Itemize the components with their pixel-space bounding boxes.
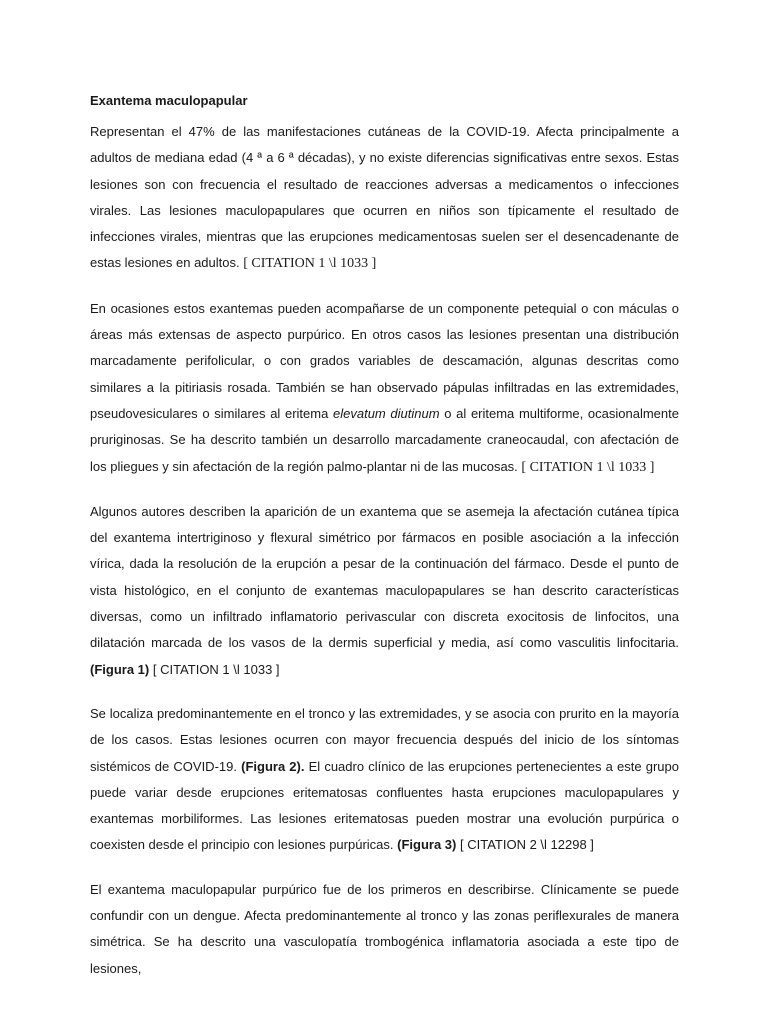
paragraph-4-text-a: Se localiza predominantemente en el tronco y las extremidades, y se asocia con prurito en la mayoría de los casos. Estas lesiones ocurren con mayor frecuencia después del inicio de los síntomas sistémicos de COVID-19. <box>90 705 679 774</box>
paragraph-1-text: Representan el 47% de las manifestaciones cutáneas de la COVID-19. Afecta principalmente a adultos de mediana edad (4 ª a 6 ª décadas), y no existe diferencias significativas entre sexos. Estas lesiones son con frecuencia el resultado de reacciones adversas a medicamentos o infecciones virales. Las lesiones maculopapulares que ocurren en niños son típicamente el resultado de infecciones virales, mientras que las erupciones medicamentosas suelen ser el desencadenante de estas lesiones en adultos. <box>90 124 679 271</box>
paragraph-4 <box>90 701 679 859</box>
paragraph-2-text-a: En ocasiones estos exantemas pueden acompañarse de un componente petequial o con máculas o áreas más extensas de aspecto purpúrico. En otros casos las lesiones presentan una distribución marcadamente perifolicular, o con grados variables de descamación, algunas descritas como similares a la pitiriasis rosada. También se han observado pápulas infiltradas en las extremidades, pseudovesiculares o similares al eritema <box>90 300 679 421</box>
paragraph-2-italic-term: elevatum diutinum <box>333 405 440 421</box>
figure-reference-3: (Figura 3) <box>397 837 457 853</box>
paragraph-3-text: Algunos autores describen la aparición de un exantema que se asemeja la afectación cutánea típica del exantema intertriginoso y flexural simétrico por fármacos en posible asociación a la infección vírica, dada la resolución de la erupción a pesar de la continuación del fármaco. Desde el punto de vista histológico, en el conjunto de exantemas maculopapulares se han descrito características diversas, como un infiltrado inflamatorio perivascular con discreta exocitosis de linfocitos, una dilatación marcada de los vasos de la dermis superficial y media, así como vasculitis linfocitaria. <box>90 503 679 651</box>
paragraph-4-text-b: El cuadro clínico de las erupciones pertenecientes a este grupo puede variar desde erupciones eritematosas confluentes hasta erupciones maculopapulares y exantemas morbiliformes. Las lesiones eritematosas pueden mostrar una evolución purpúrica o coexisten desde el principio con lesiones purpúricas. <box>90 758 679 853</box>
paragraph-3 <box>90 499 679 683</box>
section-heading: Exantema maculopapular <box>90 93 248 108</box>
citation-4: [ CITATION 2 \l 12298 ] <box>460 837 594 853</box>
paragraph-2 <box>90 296 679 481</box>
figure-reference-1: (Figura 1) <box>90 661 150 677</box>
paragraph-5-text: El exantema maculopapular purpúrico fue de los primeros en describirse. Clínicamente se puede confundir con un dengue. Afecta predominantemente al tronco y las zonas periflexurales de manera simétrica. Se ha descrito una vasculopatía trombogénica inflamatoria asociada a este tipo de lesiones, <box>90 881 679 976</box>
paragraph-5 <box>90 877 679 982</box>
paragraph-2-text-b: o al eritema multiforme, ocasionalmente pruriginosas. Se ha descrito también un desarrollo marcadamente craneocaudal, con afectación de los pliegues y sin afectación de la región palmo-plantar ni de las mucosas. <box>90 405 679 474</box>
citation-2: [ CITATION 1 \l 1033 ] <box>521 459 655 475</box>
citation-3: [ CITATION 1 \l 1033 ] <box>152 661 280 677</box>
citation-1: [ CITATION 1 \l 1033 ] <box>243 256 377 272</box>
paragraph-1 <box>90 119 679 278</box>
figure-reference-2: (Figura 2). <box>241 758 305 774</box>
